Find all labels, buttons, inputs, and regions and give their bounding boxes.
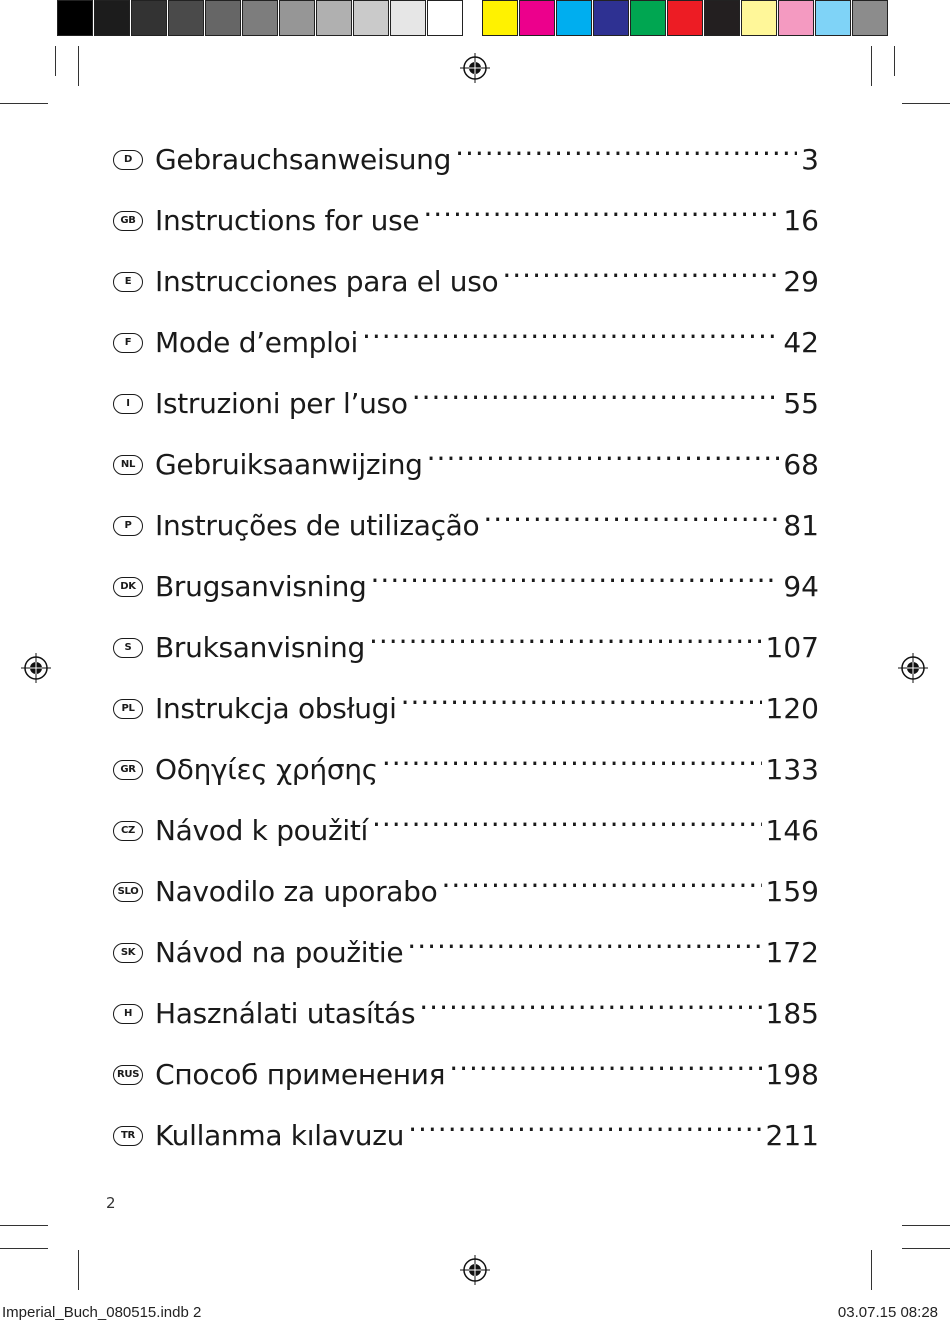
- toc-entry-title: Mode d’emploi: [155, 326, 358, 359]
- toc-entry-title: Návod k použití: [155, 814, 368, 847]
- language-badge: GB: [113, 211, 143, 231]
- dot-leader: [369, 617, 762, 650]
- toc-entry-title: Instrucciones para el uso: [155, 265, 499, 298]
- crop-mark-top-right-v: [871, 46, 872, 86]
- toc-entry: [113, 190, 819, 251]
- toc-entry-page: 120: [765, 692, 819, 725]
- process-color-swatch: [815, 0, 851, 36]
- dot-leader: [412, 373, 780, 406]
- toc-entry-title: Használati utasítás: [155, 997, 416, 1030]
- toc-entry: [113, 800, 819, 861]
- gray-swatch: [94, 0, 130, 36]
- language-badge: CZ: [113, 821, 143, 841]
- process-color-swatch: [593, 0, 629, 36]
- toc-entry-title: Navodilo za uporabo: [155, 875, 438, 908]
- toc-entry-title: Bruksanvisning: [155, 631, 365, 664]
- dot-leader: [371, 556, 780, 589]
- language-badge: DK: [113, 577, 143, 597]
- dot-leader: [455, 129, 797, 162]
- toc-entry-page: 159: [765, 875, 819, 908]
- language-badge: P: [113, 516, 143, 536]
- toc-entry-page: 198: [765, 1058, 819, 1091]
- toc-entry-page: 16: [783, 204, 819, 237]
- dot-leader: [382, 739, 762, 772]
- gray-swatch: [242, 0, 278, 36]
- dot-leader: [401, 678, 762, 711]
- gray-swatch: [390, 0, 426, 36]
- language-badge: S: [113, 638, 143, 658]
- language-badge: SLO: [113, 882, 143, 902]
- crop-mark-bottom-right-h: [902, 1225, 950, 1226]
- toc-entry: [113, 617, 819, 678]
- process-color-swatch: [667, 0, 703, 36]
- toc-entry-title: Gebruiksaanwijzing: [155, 448, 423, 481]
- toc-entry-title: Istruzioni per l’uso: [155, 387, 408, 420]
- language-badge: F: [113, 333, 143, 353]
- process-color-swatch: [778, 0, 814, 36]
- crop-mark-bottom-left-h: [0, 1225, 48, 1226]
- toc-entry: [113, 983, 819, 1044]
- toc-entry: [113, 129, 819, 190]
- toc-entry-page: 81: [783, 509, 819, 542]
- language-badge: TR: [113, 1126, 143, 1146]
- crop-mark-bottom-right-v: [871, 1250, 872, 1290]
- process-color-swatch: [630, 0, 666, 36]
- toc-entry: [113, 1044, 819, 1105]
- toc-entry-page: 94: [783, 570, 819, 603]
- crop-mark-top-left-v2: [55, 46, 56, 76]
- toc-entry: [113, 373, 819, 434]
- dot-leader: [483, 495, 779, 528]
- toc-entry-title: Gebrauchsanweisung: [155, 143, 452, 176]
- toc-entry-page: 211: [765, 1119, 819, 1152]
- toc-entry-page: 3: [801, 143, 819, 176]
- crop-mark-bottom-right-h2: [902, 1248, 950, 1249]
- crop-mark-top-left-v: [78, 46, 79, 86]
- process-color-swatch: [704, 0, 740, 36]
- print-datetime: 03.07.15 08:28: [837, 1304, 938, 1321]
- language-badge: PL: [113, 699, 143, 719]
- dot-leader: [419, 983, 761, 1016]
- toc-entry-page: 133: [765, 753, 819, 786]
- registration-mark-left: [21, 653, 51, 683]
- registration-mark-bottom: [460, 1255, 490, 1285]
- language-badge: H: [113, 1004, 143, 1024]
- toc-entry: [113, 312, 819, 373]
- toc-entry-title: Instruções de utilização: [155, 509, 480, 542]
- dot-leader: [423, 190, 779, 223]
- language-badge: E: [113, 272, 143, 292]
- toc-entry-title: Οδηγίες χρήσης: [155, 753, 378, 786]
- gray-swatch: [131, 0, 167, 36]
- crop-mark-top-left-h: [0, 103, 48, 104]
- gray-swatch: [57, 0, 93, 36]
- toc-entry-title: Способ применения: [155, 1058, 446, 1091]
- toc-entry: [113, 495, 819, 556]
- process-color-bar: [482, 0, 889, 40]
- process-color-swatch: [741, 0, 777, 36]
- registration-mark-right: [898, 653, 928, 683]
- dot-leader: [502, 251, 779, 284]
- toc-entry-page: 68: [783, 448, 819, 481]
- table-of-contents: [113, 129, 819, 1166]
- dot-leader: [441, 861, 761, 894]
- gray-swatch: [168, 0, 204, 36]
- toc-entry: [113, 678, 819, 739]
- dot-leader: [362, 312, 779, 345]
- toc-entry: [113, 861, 819, 922]
- gray-swatch: [353, 0, 389, 36]
- toc-entry: [113, 556, 819, 617]
- process-color-swatch: [852, 0, 888, 36]
- toc-entry-title: Kullanma kılavuzu: [155, 1119, 405, 1152]
- registration-mark-top: [460, 53, 490, 83]
- process-color-swatch: [482, 0, 518, 36]
- toc-entry-page: 172: [765, 936, 819, 969]
- language-badge: SK: [113, 943, 143, 963]
- toc-entry-title: Instrukcja obsługi: [155, 692, 397, 725]
- crop-mark-top-right-v2: [894, 46, 895, 76]
- language-badge: RUS: [113, 1065, 143, 1085]
- process-color-swatch: [556, 0, 592, 36]
- toc-entry: [113, 922, 819, 983]
- gray-color-bar: [57, 0, 464, 40]
- toc-entry-page: 42: [783, 326, 819, 359]
- dot-leader: [449, 1044, 761, 1077]
- print-file-name: Imperial_Buch_080515.indb 2: [2, 1304, 202, 1321]
- toc-entry: [113, 434, 819, 495]
- language-badge: D: [113, 150, 143, 170]
- crop-mark-top-right-h: [902, 103, 950, 104]
- toc-entry-title: Návod na použitie: [155, 936, 404, 969]
- dot-leader: [372, 800, 762, 833]
- crop-mark-bottom-left-v: [78, 1250, 79, 1290]
- language-badge: GR: [113, 760, 143, 780]
- dot-leader: [408, 1105, 761, 1138]
- toc-entry-page: 146: [765, 814, 819, 847]
- crop-mark-bottom-left-h2: [0, 1248, 48, 1249]
- gray-swatch: [205, 0, 241, 36]
- process-color-swatch: [519, 0, 555, 36]
- dot-leader: [427, 434, 780, 467]
- toc-entry-title: Instructions for use: [155, 204, 420, 237]
- page-number: 2: [106, 1194, 116, 1212]
- toc-entry-page: 185: [765, 997, 819, 1030]
- toc-entry-title: Brugsanvisning: [155, 570, 367, 603]
- dot-leader: [407, 922, 761, 955]
- language-badge: I: [113, 394, 143, 414]
- gray-swatch: [427, 0, 463, 36]
- gray-swatch: [316, 0, 352, 36]
- toc-entry-page: 55: [783, 387, 819, 420]
- toc-entry: [113, 251, 819, 312]
- language-badge: NL: [113, 455, 143, 475]
- toc-entry: [113, 739, 819, 800]
- toc-entry-page: 29: [783, 265, 819, 298]
- gray-swatch: [279, 0, 315, 36]
- toc-entry: [113, 1105, 819, 1166]
- toc-entry-page: 107: [765, 631, 819, 664]
